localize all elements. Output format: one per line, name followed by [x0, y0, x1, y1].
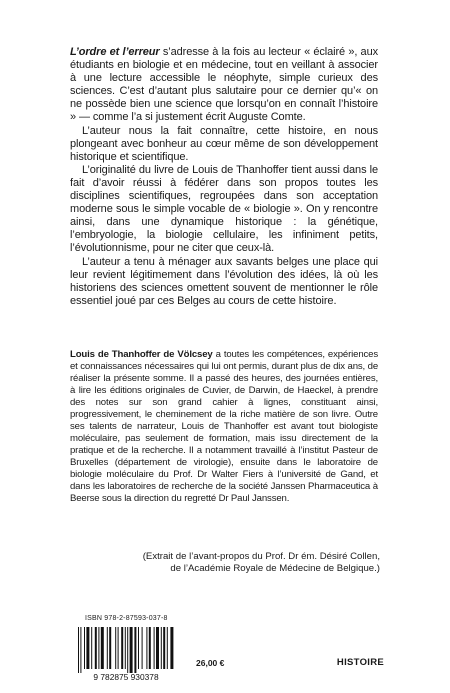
barcode-bar [118, 627, 119, 669]
barcode-bar [146, 627, 147, 669]
barcode-bar [121, 627, 123, 669]
barcode-icon [70, 625, 182, 681]
barcode-bar [115, 627, 116, 669]
barcode [70, 625, 182, 681]
barcode-bar [98, 627, 99, 669]
barcode-bar [95, 627, 97, 669]
barcode-bar [101, 627, 104, 669]
barcode-bar [80, 627, 81, 673]
barcode-bar [86, 627, 89, 669]
book-title: L’ordre et l’erreur [70, 46, 160, 58]
barcode-bar [163, 627, 165, 669]
category-label: HISTOIRE [336, 657, 384, 668]
barcode-digits: 9 782875 930378 [93, 672, 159, 681]
author-name: Louis de Thanhoffer de Völcsey [70, 349, 213, 360]
author-bio [70, 349, 378, 505]
barcode-bar [156, 627, 159, 669]
foreword-attribution: (Extrait de l’avant-propos du Prof. Dr ém. Désiré Collen, de l’Académie Royale de Médecine de Belgique.) [142, 551, 380, 574]
barcode-bar [91, 627, 92, 669]
barcode-bar [130, 627, 133, 673]
barcode-bar [78, 627, 79, 673]
barcode-bar [138, 627, 139, 669]
summary-text [70, 46, 378, 308]
summary-paragraph-4: L’auteur a tenu à ménager aux savants belges une place qui leur revient légitimement dans l’évolution des idées, là où les historiens des sciences omettent souvent de mentionner le rôle essentiel joué par ces Belges au cours de cette histoire. [70, 255, 378, 307]
barcode-bar [127, 627, 128, 673]
summary-paragraph-2: L’auteur nous la fait connaître, cette histoire, en nous plongeant avec bonheur au cœur même de son développement historique et scientifique. [70, 124, 378, 163]
barcode-bar [109, 627, 111, 669]
barcode-bar [154, 627, 155, 669]
summary-paragraph-3: L’originalité du livre de Louis de Thanhoffer tient aussi dans le fait d’avoir réussi à fédérer dans son propos toutes les disciplines scientifiques, regroupées dans son acceptation moderne sous le simple vocable de « biologie ». On y rencontre ainsi, dans une dynamique historique : la génétique, l’embryologie, la biologie cellulaire, les infiniment petits, l’évolutionnisme, pour ne citer que ceux-là. [70, 163, 378, 255]
barcode-bar [107, 627, 108, 669]
barcode-bar [134, 627, 136, 673]
barcode-bar [170, 627, 173, 669]
barcode-bar [84, 627, 85, 669]
isbn-label: ISBN 978-2-87593-037-8 [85, 615, 168, 622]
barcode-bar [161, 627, 162, 669]
author-bio-paragraph: Louis de Thanhoffer de Völcsey a toutes les compétences, expériences et connaissances nécessaires qui lui ont permis, durant plus de dix ans, de réaliser la présente somme. Il a passé des heures, des journées entières, à lire les éditions originales de Cuvier, de Darwin, de Haeckel, à prendre des notes sur son grand cahier à lignes, constituant ainsi, progressivement, le cheminement de la riche matière de son livre. Outre ses talents de narrateur, Louis de Thanhoffer est avant tout biologiste moléculaire, pas seulement de formation, mais issu directement de la pratique et de la recherche. Il a notamment travaillé à l’institut Pasteur de Bruxelles (département de virologie), ensuite dans le laboratoire de biologie moléculaire du Prof. Dr Walter Fiers à l’université de Gand, et dans les laboratoires de recherche de la société Janssen Pharmaceutica à Beerse sous la direction du regretté Dr Paul Janssen. [70, 349, 378, 504]
barcode-bar [142, 627, 143, 669]
barcode-bar [167, 627, 168, 669]
price: 26,00 € [196, 658, 225, 668]
summary-paragraph-1: L’ordre et l’erreur s’adresse à la fois au lecteur « éclairé », aux étudiants en biologie et en médecine, tout en veillant à associer à une lecture accessible le néophyte, simple curieux des sciences. C’est d’autant plus salutaire pour ce dernier qu’« on ne possède bien une science que lorsqu’on en connaît l’histoire » — comme l’a si justement écrit Auguste Comte. [70, 46, 378, 124]
barcode-bar [149, 627, 151, 669]
barcode-bar [125, 627, 126, 669]
